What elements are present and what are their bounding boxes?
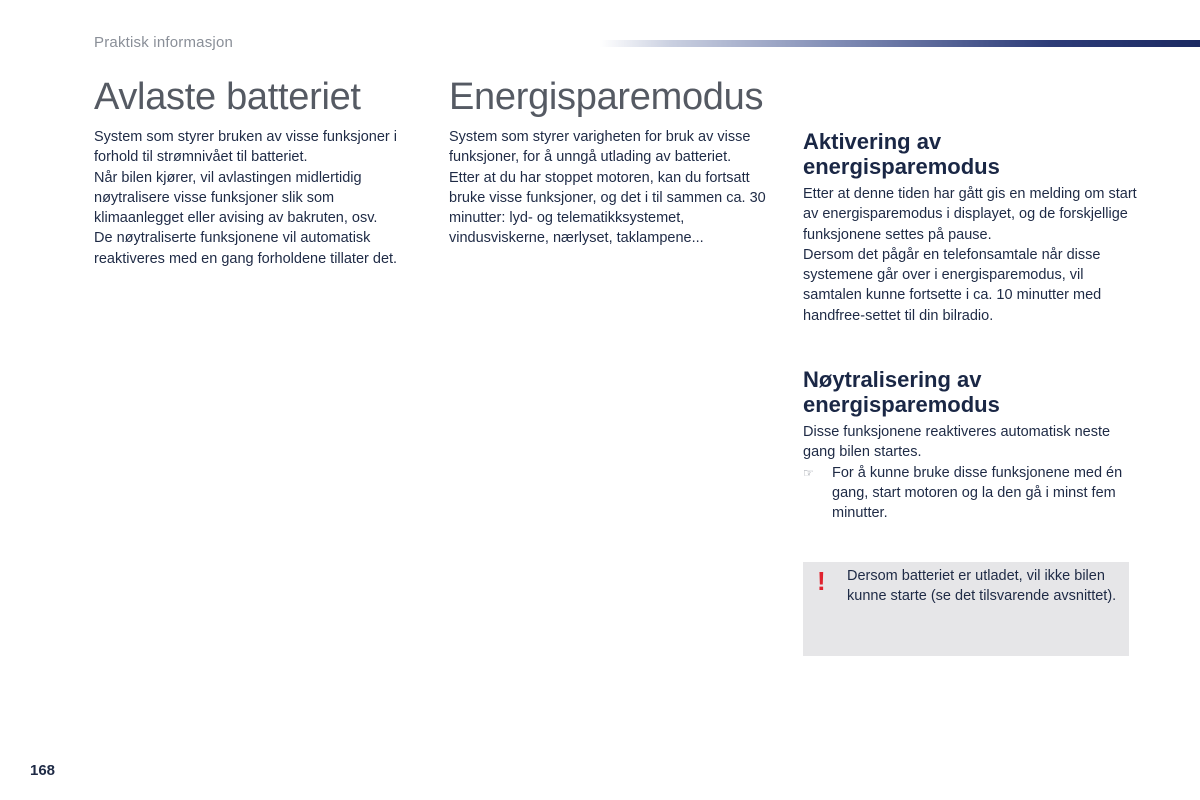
left-paragraph: System som styrer bruken av visse funksjoner i forhold til strømnivået til batteriet. xyxy=(94,129,397,166)
heading-line: Nøytralisering av xyxy=(803,367,982,392)
heading-noytralisering xyxy=(803,368,1133,417)
left-paragraph: De nøytraliserte funksjonene vil automatisk reaktiveres med en gang forholdene tillater det. xyxy=(94,230,398,267)
page-number: 168 xyxy=(30,762,56,779)
middle-body xyxy=(449,127,779,249)
heading-line: energisparemodus xyxy=(803,391,1000,417)
middle-paragraph: Etter at du har stoppet motoren, kan du fortsatt bruke visse funksjoner, og det i til sammen ca. 30 minutter: lyd- og telematikksystemet, vindusviskerne, nærlyset, taklampene... xyxy=(449,169,766,247)
left-body xyxy=(94,127,424,269)
title-avlaste-batteriet: Avlaste batteriet xyxy=(94,76,361,118)
heading-aktivering xyxy=(803,130,1133,179)
activation-paragraph: Etter at denne tiden har gått gis en melding om start av energisparemodus i displayet, og de forskjellige funksjonene settes på pause. xyxy=(803,186,1137,243)
activation-body xyxy=(803,184,1143,326)
warning-text: Dersom batteriet er utladet, vil ikke bilen kunne starte (se det tilsvarende avsnittet). xyxy=(847,568,1117,605)
title-energisparemodus: Energisparemodus xyxy=(449,76,764,118)
heading-line: Aktivering av xyxy=(803,129,942,154)
neutralization-body xyxy=(803,422,1138,523)
pointing-hand-icon: ☞ xyxy=(803,465,814,480)
header-accent-bar xyxy=(600,40,1200,47)
activation-paragraph: Dersom det pågår en telefonsamtale når disse systemene går over i energisparemodus, vil samtalen kunne fortsette i ca. 10 minutter med handfree-settet til din bilradio. xyxy=(803,246,1102,324)
heading-line: energisparemodus xyxy=(803,153,1000,179)
neutralization-paragraph: Disse funksjonene reaktiveres automatisk neste gang bilen startes. xyxy=(803,424,1111,461)
warning-exclamation-icon: ! xyxy=(817,566,826,596)
bullet-item xyxy=(803,463,1138,524)
middle-paragraph: System som styrer varigheten for bruk av visse funksjoner, for å unngå utlading av batteriet. xyxy=(449,129,751,166)
warning-note-box xyxy=(803,562,1129,656)
section-label: Praktisk informasjon xyxy=(94,34,234,51)
bullet-text: For å kunne bruke disse funksjonene med én gang, start motoren og la den gå i minst fem minutter. xyxy=(832,464,1123,522)
left-paragraph: Når bilen kjører, vil avlastingen midlertidig nøytralisere visse funksjoner slik som klimaanlegget eller avising av bakruten, osv. xyxy=(94,169,378,227)
